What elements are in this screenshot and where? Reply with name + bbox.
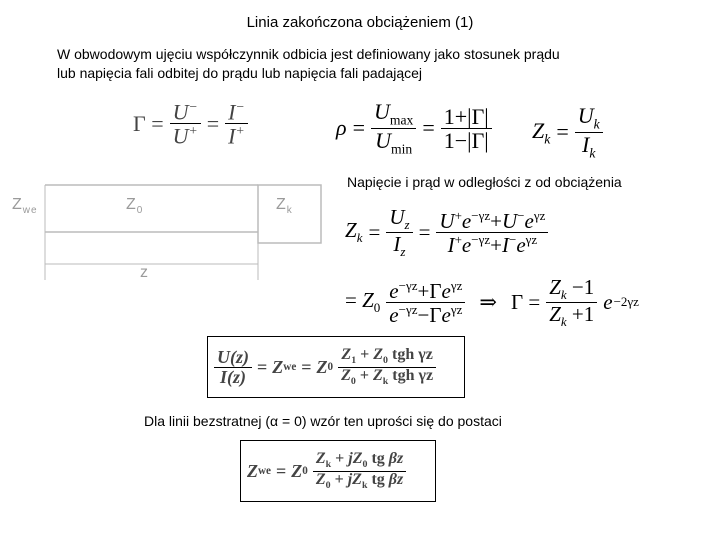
zwe-lossy-formula: $\frac{U(z)}{I(z)}$ = Z we = Z 0 $\frac{Z_1 + Z_0 tgh \gamma z}{Z_0 + Z_k tgh \gamma z}$ <box>207 336 465 398</box>
zk-definition-formula: $Z_k$ = $\frac{U_k}{I_k}$ <box>532 104 603 160</box>
distance-caption: Napięcie i prąd w odległości z od obciążenia <box>347 174 622 190</box>
intro-line-1: W obwodowym ujęciu współczynnik odbicia jest definiowany jako stosunek prądu <box>57 46 560 62</box>
label-zwe: $Z_{we}$ <box>12 196 38 217</box>
gamma-formula: Γ = $\frac{U^-}{U^+}$ = $\frac{I^-}{I^+}$ <box>133 100 248 148</box>
zk-z-formula: $Z_k$ = $\frac{U_z}{I_z}$ = $\frac{U^+e^{-\gamma z}+U^-e^{\gamma z}}{I^+e^{-\gamma z}+I^-e^{\gamma z}}$ <box>345 206 548 259</box>
gamma-derivation-formula: = $Z_0$ $\frac{e^{-\gamma z}+\Gamma e^{\gamma z}}{e^{-\gamma z}-\Gamma e^{\gamma z}}$ ⇒ Γ = $\frac{Z_k -1}{Z_k +1}$ e −2γz <box>345 275 639 330</box>
zwe-lossless-formula: Z we = Z 0 $\frac{Z_k + jZ_0 tg \beta z}{Z_0 + jZ_k tg \beta z}$ <box>240 440 436 502</box>
page-title: Linia zakończona obciążeniem (1) <box>246 14 474 31</box>
lossless-caption: Dla linii bezstratnej (α = 0) wzór ten uprości się do postaci <box>144 413 502 429</box>
intro-line-2: lub napięcia fali odbitej do prądu lub napięcia fali padającej <box>57 65 423 81</box>
label-zk: $Z_k$ <box>276 196 293 217</box>
label-z: z <box>140 264 149 281</box>
intro-text <box>57 45 697 83</box>
rho-formula: ρ = $\frac{U_{max}}{U_{min}}$ = $\frac{1+|\Gamma|}{1-|\Gamma|}$ <box>336 100 492 156</box>
label-z0: $Z_0$ <box>126 196 144 217</box>
